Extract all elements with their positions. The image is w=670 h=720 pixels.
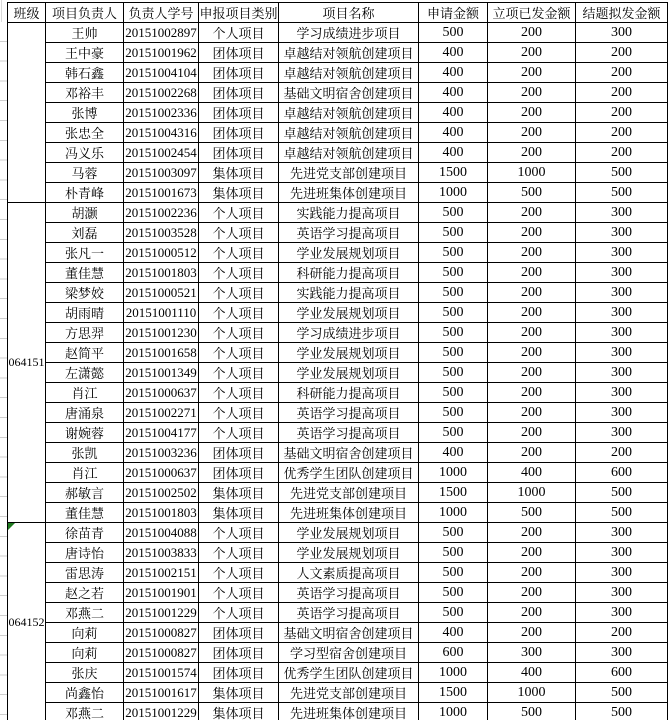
final-amount-cell[interactable]: 300 bbox=[576, 543, 668, 563]
applied-amount-cell[interactable]: 400 bbox=[419, 443, 488, 463]
project-name-cell[interactable]: 学习成绩进步项目 bbox=[279, 323, 419, 343]
final-amount-cell[interactable]: 300 bbox=[576, 563, 668, 583]
student-id-cell[interactable]: 20151001110 bbox=[124, 303, 199, 323]
final-amount-cell[interactable]: 300 bbox=[576, 363, 668, 383]
leader-cell[interactable]: 梁梦姣 bbox=[46, 283, 124, 303]
student-id-cell[interactable]: 20151001349 bbox=[124, 363, 199, 383]
table-row bbox=[8, 563, 668, 583]
category-cell[interactable]: 团体项目 bbox=[199, 83, 279, 103]
applied-amount-cell[interactable]: 500 bbox=[419, 203, 488, 223]
table-row bbox=[8, 363, 668, 383]
category-cell[interactable]: 团体项目 bbox=[199, 143, 279, 163]
column-header-4[interactable]: 项目名称 bbox=[279, 3, 419, 23]
issued-amount-cell[interactable]: 200 bbox=[488, 263, 576, 283]
table-row bbox=[8, 263, 668, 283]
category-cell[interactable]: 个人项目 bbox=[199, 543, 279, 563]
category-cell[interactable]: 团体项目 bbox=[199, 623, 279, 643]
issued-amount-cell[interactable]: 1000 bbox=[488, 483, 576, 503]
final-amount-cell[interactable]: 300 bbox=[576, 243, 668, 263]
project-name-cell[interactable]: 基础文明宿舍创建项目 bbox=[279, 443, 419, 463]
applied-amount-cell[interactable]: 500 bbox=[419, 423, 488, 443]
applied-amount-cell[interactable]: 500 bbox=[419, 243, 488, 263]
issued-amount-cell[interactable]: 200 bbox=[488, 143, 576, 163]
leader-cell[interactable]: 胡雨晴 bbox=[46, 303, 124, 323]
class-cell[interactable] bbox=[8, 203, 46, 523]
student-id-cell[interactable]: 20151004177 bbox=[124, 423, 199, 443]
table-row bbox=[8, 43, 668, 63]
issued-amount-cell[interactable]: 500 bbox=[488, 183, 576, 203]
issued-amount-cell[interactable]: 200 bbox=[488, 223, 576, 243]
leader-cell[interactable]: 肖江 bbox=[46, 463, 124, 483]
final-amount-cell[interactable]: 300 bbox=[576, 423, 668, 443]
project-name-cell[interactable]: 学业发展规划项目 bbox=[279, 363, 419, 383]
project-name-cell[interactable]: 科研能力提高项目 bbox=[279, 263, 419, 283]
leader-cell[interactable]: 唐诗怡 bbox=[46, 543, 124, 563]
student-id-cell[interactable]: 20151003236 bbox=[124, 443, 199, 463]
applied-amount-cell[interactable]: 400 bbox=[419, 623, 488, 643]
table-row bbox=[8, 143, 668, 163]
leader-cell[interactable]: 郝敏言 bbox=[46, 483, 124, 503]
table-row bbox=[8, 183, 668, 203]
table-row bbox=[8, 663, 668, 683]
project-name-cell[interactable]: 先进党支部创建项目 bbox=[279, 483, 419, 503]
left-gutter-gridlines bbox=[0, 22, 7, 720]
student-id-cell[interactable]: 20151004104 bbox=[124, 63, 199, 83]
final-amount-cell[interactable]: 300 bbox=[576, 643, 668, 663]
table-row bbox=[8, 23, 668, 43]
project-name-cell[interactable]: 优秀学生团队创建项目 bbox=[279, 663, 419, 683]
table-row bbox=[8, 283, 668, 303]
project-name-cell[interactable]: 卓越结对领航创建项目 bbox=[279, 63, 419, 83]
final-amount-cell[interactable]: 300 bbox=[576, 343, 668, 363]
table-row bbox=[8, 303, 668, 323]
final-amount-cell[interactable]: 300 bbox=[576, 223, 668, 243]
class-cell[interactable] bbox=[8, 23, 46, 203]
category-cell[interactable]: 团体项目 bbox=[199, 643, 279, 663]
leader-cell[interactable]: 韩石鑫 bbox=[46, 63, 124, 83]
table-row bbox=[8, 423, 668, 443]
applied-amount-cell[interactable]: 1000 bbox=[419, 183, 488, 203]
issued-amount-cell[interactable]: 200 bbox=[488, 63, 576, 83]
applied-amount-cell[interactable]: 500 bbox=[419, 283, 488, 303]
student-id-cell[interactable]: 20151000521 bbox=[124, 283, 199, 303]
category-cell[interactable]: 集体项目 bbox=[199, 483, 279, 503]
final-amount-cell[interactable]: 500 bbox=[576, 163, 668, 183]
issued-amount-cell[interactable]: 500 bbox=[488, 703, 576, 720]
issued-amount-cell[interactable]: 200 bbox=[488, 303, 576, 323]
final-amount-cell[interactable]: 600 bbox=[576, 463, 668, 483]
category-cell[interactable]: 个人项目 bbox=[199, 383, 279, 403]
applied-amount-cell[interactable]: 500 bbox=[419, 343, 488, 363]
leader-cell[interactable]: 方思羿 bbox=[46, 323, 124, 343]
final-amount-cell[interactable]: 300 bbox=[576, 383, 668, 403]
project-name-cell[interactable]: 英语学习提高项目 bbox=[279, 583, 419, 603]
student-id-cell[interactable]: 20151003097 bbox=[124, 163, 199, 183]
student-id-cell[interactable]: 20151001803 bbox=[124, 263, 199, 283]
student-id-cell[interactable]: 20151002897 bbox=[124, 23, 199, 43]
leader-cell[interactable]: 胡灏 bbox=[46, 203, 124, 223]
projects-table bbox=[7, 2, 668, 720]
issued-amount-cell[interactable]: 200 bbox=[488, 423, 576, 443]
table-row bbox=[8, 103, 668, 123]
leader-cell[interactable]: 王帅 bbox=[46, 23, 124, 43]
column-header-5[interactable]: 申请金额 bbox=[419, 3, 488, 23]
student-id-cell[interactable]: 20151003833 bbox=[124, 543, 199, 563]
category-cell[interactable]: 集体项目 bbox=[199, 683, 279, 703]
table-row bbox=[8, 483, 668, 503]
final-amount-cell[interactable]: 200 bbox=[576, 83, 668, 103]
table-row bbox=[8, 583, 668, 603]
project-name-cell[interactable]: 学业发展规划项目 bbox=[279, 523, 419, 543]
category-cell[interactable]: 团体项目 bbox=[199, 463, 279, 483]
final-amount-cell[interactable]: 300 bbox=[576, 203, 668, 223]
table-row bbox=[8, 683, 668, 703]
student-id-cell[interactable]: 20151000827 bbox=[124, 623, 199, 643]
final-amount-cell[interactable]: 300 bbox=[576, 523, 668, 543]
project-name-cell[interactable]: 实践能力提高项目 bbox=[279, 203, 419, 223]
final-amount-cell[interactable]: 500 bbox=[576, 483, 668, 503]
category-cell[interactable]: 集体项目 bbox=[199, 503, 279, 523]
final-amount-cell[interactable]: 200 bbox=[576, 43, 668, 63]
leader-cell[interactable]: 张博 bbox=[46, 103, 124, 123]
project-name-cell[interactable]: 学习成绩进步项目 bbox=[279, 23, 419, 43]
final-amount-cell[interactable]: 500 bbox=[576, 703, 668, 720]
applied-amount-cell[interactable]: 500 bbox=[419, 323, 488, 343]
table-row bbox=[8, 623, 668, 643]
issued-amount-cell[interactable]: 200 bbox=[488, 583, 576, 603]
applied-amount-cell[interactable]: 500 bbox=[419, 563, 488, 583]
final-amount-cell[interactable]: 300 bbox=[576, 403, 668, 423]
student-id-cell[interactable]: 20151002236 bbox=[124, 203, 199, 223]
issued-amount-cell[interactable]: 200 bbox=[488, 623, 576, 643]
leader-cell[interactable]: 董佳慧 bbox=[46, 263, 124, 283]
project-name-cell[interactable]: 学业发展规划项目 bbox=[279, 543, 419, 563]
final-amount-cell[interactable]: 200 bbox=[576, 623, 668, 643]
applied-amount-cell[interactable]: 400 bbox=[419, 43, 488, 63]
final-amount-cell[interactable]: 500 bbox=[576, 683, 668, 703]
category-cell[interactable]: 团体项目 bbox=[199, 63, 279, 83]
leader-cell[interactable]: 赵简平 bbox=[46, 343, 124, 363]
leader-cell[interactable]: 王中豪 bbox=[46, 43, 124, 63]
student-id-cell[interactable]: 20151002268 bbox=[124, 83, 199, 103]
column-header-7[interactable]: 结题拟发金额 bbox=[576, 3, 668, 23]
leader-cell[interactable]: 冯义乐 bbox=[46, 143, 124, 163]
category-cell[interactable]: 集体项目 bbox=[199, 703, 279, 720]
category-cell[interactable]: 个人项目 bbox=[199, 603, 279, 623]
issued-amount-cell[interactable]: 200 bbox=[488, 563, 576, 583]
applied-amount-cell[interactable]: 1000 bbox=[419, 663, 488, 683]
error-indicator-triangle-icon bbox=[8, 523, 15, 530]
project-name-cell[interactable]: 卓越结对领航创建项目 bbox=[279, 123, 419, 143]
student-id-cell[interactable]: 20151001962 bbox=[124, 43, 199, 63]
table-row bbox=[8, 63, 668, 83]
category-cell[interactable]: 团体项目 bbox=[199, 123, 279, 143]
issued-amount-cell[interactable]: 200 bbox=[488, 243, 576, 263]
category-cell[interactable]: 个人项目 bbox=[199, 343, 279, 363]
leader-cell[interactable]: 唐涌泉 bbox=[46, 403, 124, 423]
category-cell[interactable]: 个人项目 bbox=[199, 263, 279, 283]
final-amount-cell[interactable]: 200 bbox=[576, 143, 668, 163]
project-name-cell[interactable]: 科研能力提高项目 bbox=[279, 383, 419, 403]
issued-amount-cell[interactable]: 400 bbox=[488, 663, 576, 683]
student-id-cell[interactable]: 20151001658 bbox=[124, 343, 199, 363]
student-id-cell[interactable]: 20151001574 bbox=[124, 663, 199, 683]
issued-amount-cell[interactable]: 200 bbox=[488, 283, 576, 303]
student-id-cell[interactable]: 20151001803 bbox=[124, 503, 199, 523]
leader-cell[interactable]: 马蓉 bbox=[46, 163, 124, 183]
applied-amount-cell[interactable]: 500 bbox=[419, 263, 488, 283]
leader-cell[interactable]: 向莉 bbox=[46, 623, 124, 643]
applied-amount-cell[interactable]: 1500 bbox=[419, 163, 488, 183]
applied-amount-cell[interactable]: 400 bbox=[419, 83, 488, 103]
leader-cell[interactable]: 肖江 bbox=[46, 383, 124, 403]
class-label: 064152 bbox=[8, 615, 45, 629]
applied-amount-cell[interactable]: 1000 bbox=[419, 463, 488, 483]
header-row bbox=[8, 3, 668, 23]
issued-amount-cell[interactable]: 500 bbox=[488, 503, 576, 523]
student-id-cell[interactable]: 20151001230 bbox=[124, 323, 199, 343]
column-header-0[interactable]: 班级 bbox=[8, 3, 46, 23]
issued-amount-cell[interactable]: 200 bbox=[488, 543, 576, 563]
category-cell[interactable]: 个人项目 bbox=[199, 563, 279, 583]
project-name-cell[interactable]: 英语学习提高项目 bbox=[279, 403, 419, 423]
final-amount-cell[interactable]: 300 bbox=[576, 263, 668, 283]
category-cell[interactable]: 个人项目 bbox=[199, 223, 279, 243]
category-cell[interactable]: 个人项目 bbox=[199, 423, 279, 443]
table-row bbox=[8, 83, 668, 103]
student-id-cell[interactable]: 20151002271 bbox=[124, 403, 199, 423]
leader-cell[interactable]: 谢婉蓉 bbox=[46, 423, 124, 443]
applied-amount-cell[interactable]: 1000 bbox=[419, 703, 488, 720]
category-cell[interactable]: 团体项目 bbox=[199, 43, 279, 63]
project-name-cell[interactable]: 学业发展规划项目 bbox=[279, 243, 419, 263]
applied-amount-cell[interactable]: 400 bbox=[419, 63, 488, 83]
applied-amount-cell[interactable]: 500 bbox=[419, 403, 488, 423]
leader-cell[interactable]: 张凡一 bbox=[46, 243, 124, 263]
category-cell[interactable]: 团体项目 bbox=[199, 443, 279, 463]
table-row bbox=[8, 523, 668, 543]
leader-cell[interactable]: 邓燕二 bbox=[46, 703, 124, 720]
applied-amount-cell[interactable]: 400 bbox=[419, 103, 488, 123]
final-amount-cell[interactable]: 200 bbox=[576, 63, 668, 83]
project-name-cell[interactable]: 英语学习提高项目 bbox=[279, 423, 419, 443]
leader-cell[interactable]: 邓燕二 bbox=[46, 603, 124, 623]
category-cell[interactable]: 集体项目 bbox=[199, 163, 279, 183]
leader-cell[interactable]: 雷思涛 bbox=[46, 563, 124, 583]
issued-amount-cell[interactable]: 200 bbox=[488, 203, 576, 223]
table-body bbox=[8, 23, 668, 720]
issued-amount-cell[interactable]: 400 bbox=[488, 463, 576, 483]
issued-amount-cell[interactable]: 200 bbox=[488, 123, 576, 143]
leader-cell[interactable]: 张忠全 bbox=[46, 123, 124, 143]
applied-amount-cell[interactable]: 600 bbox=[419, 643, 488, 663]
issued-amount-cell[interactable]: 200 bbox=[488, 83, 576, 103]
table-row bbox=[8, 203, 668, 223]
issued-amount-cell[interactable]: 1000 bbox=[488, 163, 576, 183]
student-id-cell[interactable]: 20151001901 bbox=[124, 583, 199, 603]
class-cell[interactable] bbox=[8, 523, 46, 720]
final-amount-cell[interactable]: 600 bbox=[576, 663, 668, 683]
final-amount-cell[interactable]: 300 bbox=[576, 583, 668, 603]
leader-cell[interactable]: 董佳慧 bbox=[46, 503, 124, 523]
final-amount-cell[interactable]: 500 bbox=[576, 183, 668, 203]
project-name-cell[interactable]: 基础文明宿舍创建项目 bbox=[279, 83, 419, 103]
applied-amount-cell[interactable]: 400 bbox=[419, 123, 488, 143]
table-row bbox=[8, 643, 668, 663]
leader-cell[interactable]: 赵之若 bbox=[46, 583, 124, 603]
applied-amount-cell[interactable]: 500 bbox=[419, 583, 488, 603]
column-header-6[interactable]: 立项已发金额 bbox=[488, 3, 576, 23]
issued-amount-cell[interactable]: 200 bbox=[488, 43, 576, 63]
leader-cell[interactable]: 向莉 bbox=[46, 643, 124, 663]
project-name-cell[interactable]: 先进班集体创建项目 bbox=[279, 703, 419, 720]
table-row bbox=[8, 703, 668, 720]
student-id-cell[interactable]: 20151000637 bbox=[124, 463, 199, 483]
project-name-cell[interactable]: 优秀学生团队创建项目 bbox=[279, 463, 419, 483]
category-cell[interactable]: 个人项目 bbox=[199, 583, 279, 603]
project-name-cell[interactable]: 英语学习提高项目 bbox=[279, 223, 419, 243]
category-cell[interactable]: 团体项目 bbox=[199, 103, 279, 123]
applied-amount-cell[interactable]: 500 bbox=[419, 383, 488, 403]
issued-amount-cell[interactable]: 300 bbox=[488, 643, 576, 663]
issued-amount-cell[interactable]: 200 bbox=[488, 103, 576, 123]
leader-cell[interactable]: 邓裕丰 bbox=[46, 83, 124, 103]
leader-cell[interactable]: 徐苗青 bbox=[46, 523, 124, 543]
final-amount-cell[interactable]: 300 bbox=[576, 323, 668, 343]
table-row bbox=[8, 323, 668, 343]
project-name-cell[interactable]: 学业发展规划项目 bbox=[279, 343, 419, 363]
project-name-cell[interactable]: 卓越结对领航创建项目 bbox=[279, 143, 419, 163]
table-row bbox=[8, 443, 668, 463]
project-name-cell[interactable]: 学习型宿舍创建项目 bbox=[279, 643, 419, 663]
student-id-cell[interactable]: 20151002502 bbox=[124, 483, 199, 503]
final-amount-cell[interactable]: 300 bbox=[576, 23, 668, 43]
table-row bbox=[8, 463, 668, 483]
leader-cell[interactable]: 朴青峰 bbox=[46, 183, 124, 203]
applied-amount-cell[interactable]: 500 bbox=[419, 543, 488, 563]
project-name-cell[interactable]: 人文素质提高项目 bbox=[279, 563, 419, 583]
applied-amount-cell[interactable]: 400 bbox=[419, 143, 488, 163]
student-id-cell[interactable]: 20151002454 bbox=[124, 143, 199, 163]
category-cell[interactable]: 个人项目 bbox=[199, 23, 279, 43]
final-amount-cell[interactable]: 200 bbox=[576, 123, 668, 143]
table-row bbox=[8, 343, 668, 363]
issued-amount-cell[interactable]: 200 bbox=[488, 403, 576, 423]
project-name-cell[interactable]: 先进党支部创建项目 bbox=[279, 163, 419, 183]
final-amount-cell[interactable]: 200 bbox=[576, 103, 668, 123]
category-cell[interactable]: 个人项目 bbox=[199, 283, 279, 303]
applied-amount-cell[interactable]: 500 bbox=[419, 603, 488, 623]
student-id-cell[interactable]: 20151002151 bbox=[124, 563, 199, 583]
issued-amount-cell[interactable]: 200 bbox=[488, 323, 576, 343]
final-amount-cell[interactable]: 300 bbox=[576, 603, 668, 623]
leader-cell[interactable]: 左潇懿 bbox=[46, 363, 124, 383]
final-amount-cell[interactable]: 200 bbox=[576, 443, 668, 463]
leader-cell[interactable]: 刘磊 bbox=[46, 223, 124, 243]
applied-amount-cell[interactable]: 1500 bbox=[419, 683, 488, 703]
issued-amount-cell[interactable]: 1000 bbox=[488, 683, 576, 703]
project-name-cell[interactable]: 卓越结对领航创建项目 bbox=[279, 43, 419, 63]
student-id-cell[interactable]: 20151001617 bbox=[124, 683, 199, 703]
final-amount-cell[interactable]: 300 bbox=[576, 303, 668, 323]
issued-amount-cell[interactable]: 200 bbox=[488, 603, 576, 623]
table-row bbox=[8, 503, 668, 523]
issued-amount-cell[interactable]: 200 bbox=[488, 523, 576, 543]
project-name-cell[interactable]: 学业发展规划项目 bbox=[279, 303, 419, 323]
applied-amount-cell[interactable]: 1500 bbox=[419, 483, 488, 503]
issued-amount-cell[interactable]: 200 bbox=[488, 343, 576, 363]
student-id-cell[interactable]: 20151002336 bbox=[124, 103, 199, 123]
category-cell[interactable]: 个人项目 bbox=[199, 203, 279, 223]
issued-amount-cell[interactable]: 200 bbox=[488, 363, 576, 383]
project-name-cell[interactable]: 卓越结对领航创建项目 bbox=[279, 103, 419, 123]
student-id-cell[interactable]: 20151000827 bbox=[124, 643, 199, 663]
project-name-cell[interactable]: 实践能力提高项目 bbox=[279, 283, 419, 303]
student-id-cell[interactable]: 20151001673 bbox=[124, 183, 199, 203]
student-id-cell[interactable]: 20151000637 bbox=[124, 383, 199, 403]
class-label: 064151 bbox=[8, 355, 45, 369]
project-name-cell[interactable]: 先进班集体创建项目 bbox=[279, 183, 419, 203]
table-row bbox=[8, 403, 668, 423]
applied-amount-cell[interactable]: 500 bbox=[419, 23, 488, 43]
category-cell[interactable]: 个人项目 bbox=[199, 403, 279, 423]
applied-amount-cell[interactable]: 500 bbox=[419, 523, 488, 543]
applied-amount-cell[interactable]: 1000 bbox=[419, 503, 488, 523]
project-name-cell[interactable]: 基础文明宿舍创建项目 bbox=[279, 623, 419, 643]
student-id-cell[interactable]: 20151001229 bbox=[124, 603, 199, 623]
project-name-cell[interactable]: 先进班集体创建项目 bbox=[279, 503, 419, 523]
table-row bbox=[8, 543, 668, 563]
category-cell[interactable]: 个人项目 bbox=[199, 243, 279, 263]
project-name-cell[interactable]: 英语学习提高项目 bbox=[279, 603, 419, 623]
category-cell[interactable]: 团体项目 bbox=[199, 663, 279, 683]
student-id-cell[interactable]: 20151000512 bbox=[124, 243, 199, 263]
final-amount-cell[interactable]: 300 bbox=[576, 283, 668, 303]
table-row bbox=[8, 243, 668, 263]
table-row bbox=[8, 223, 668, 243]
leader-cell[interactable]: 张凯 bbox=[46, 443, 124, 463]
table-row bbox=[8, 603, 668, 623]
leader-cell[interactable]: 尚鑫怡 bbox=[46, 683, 124, 703]
table-row bbox=[8, 163, 668, 183]
student-id-cell[interactable]: 20151004316 bbox=[124, 123, 199, 143]
student-id-cell[interactable]: 20151004088 bbox=[124, 523, 199, 543]
applied-amount-cell[interactable]: 500 bbox=[419, 303, 488, 323]
applied-amount-cell[interactable]: 500 bbox=[419, 223, 488, 243]
category-cell[interactable]: 个人项目 bbox=[199, 303, 279, 323]
category-cell[interactable]: 个人项目 bbox=[199, 523, 279, 543]
column-header-1[interactable]: 项目负责人 bbox=[46, 3, 124, 23]
applied-amount-cell[interactable]: 500 bbox=[419, 363, 488, 383]
table-row bbox=[8, 383, 668, 403]
table-row bbox=[8, 123, 668, 143]
student-id-cell[interactable]: 20151001229 bbox=[124, 703, 199, 720]
issued-amount-cell[interactable]: 200 bbox=[488, 23, 576, 43]
leader-cell[interactable]: 张庆 bbox=[46, 663, 124, 683]
column-header-3[interactable]: 申报项目类别 bbox=[199, 3, 279, 23]
final-amount-cell[interactable]: 500 bbox=[576, 503, 668, 523]
student-id-cell[interactable]: 20151003528 bbox=[124, 223, 199, 243]
column-header-2[interactable]: 负责人学号 bbox=[124, 3, 199, 23]
issued-amount-cell[interactable]: 200 bbox=[488, 383, 576, 403]
category-cell[interactable]: 集体项目 bbox=[199, 183, 279, 203]
project-name-cell[interactable]: 先进党支部创建项目 bbox=[279, 683, 419, 703]
issued-amount-cell[interactable]: 200 bbox=[488, 443, 576, 463]
category-cell[interactable]: 个人项目 bbox=[199, 363, 279, 383]
category-cell[interactable]: 个人项目 bbox=[199, 323, 279, 343]
